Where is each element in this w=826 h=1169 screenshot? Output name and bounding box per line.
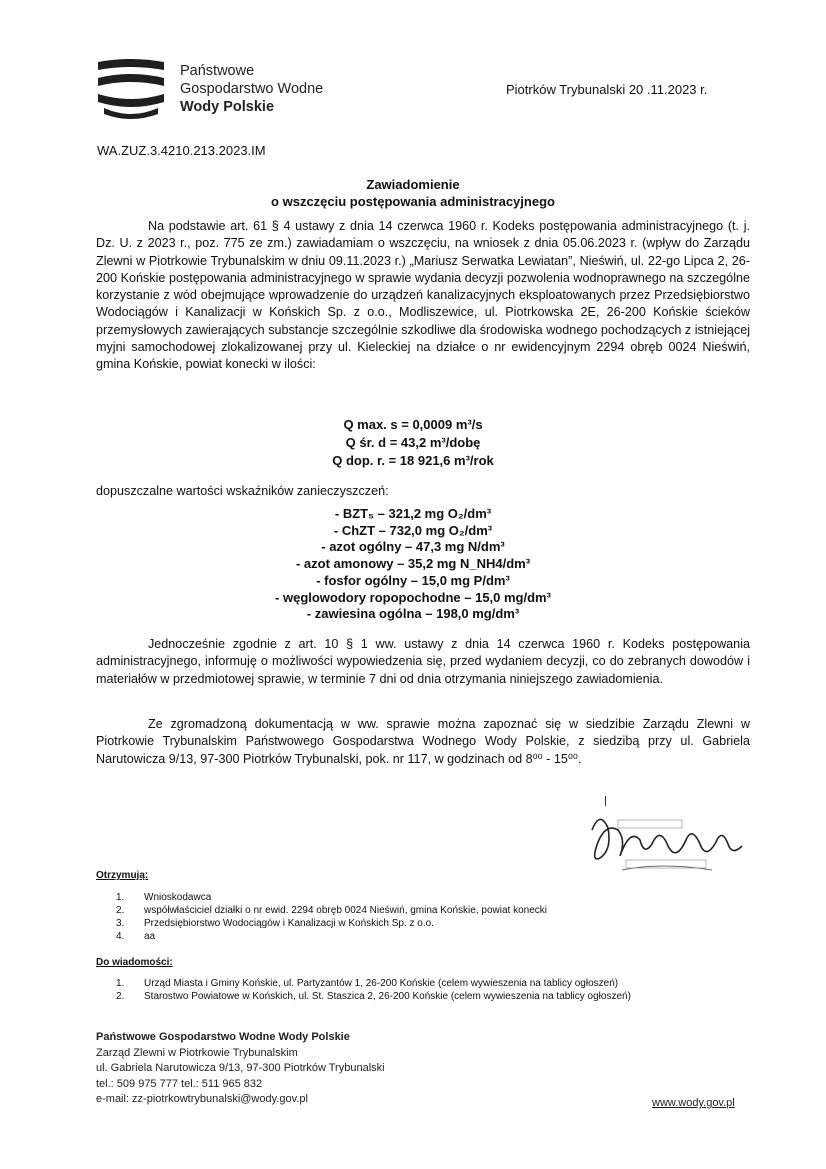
list-item: 2. Starostwo Powiatowe w Końskich, ul. St. Staszica 2, 26-200 Końskie (celem wywieszenia na tablicy ogłoszeń) [116,991,631,1002]
footer-contact [96,1030,385,1108]
paragraph-1-text: Na podstawie art. 61 § 4 ustawy z dnia 14 czerwca 1960 r. Kodeks postępowania administracyjnego (t. j. Dz. U. z 2023 r., poz. 775 ze zm.) zawiadamiam o wszczęciu, na wniosek z dnia 05.06.2023 r. (wpływ do Zarządu Zlewni w Piotrkowie Trybunalskim w dniu 09.11.2023 r.) „Mariusz Serwatka Lewiatan”, Nieświń, ul. 22-go Lipca 2, 26-200 Końskie postępowania administracyjnego w sprawie wydania decyzji pozwolenia wodnoprawnego na szczególne korzystanie z wód obejmujące wprowadzenie do urządzeń kanalizacyjnych eksploatowanych przez Przedsiębiorstwo Wodociągów i Kanalizacji w Końskich Sp. z o.o., Modliszewice, ul. Piotrkowska 2E, 26-200 Końskie ścieków przemysłowych zawierających substancje szczególnie szkodliwe dla środowiska wodnego pochodzących z istniejącej myjni samochodowej zlokalizowanej przy ul. Kieleckiej na działce o nr ewidencyjnym 2294 obręb 0024 Nieświń, gmina Końskie, powiat konecki w ilości: [96,219,750,372]
org-line-2: Gospodarstwo Wodne [180,81,324,97]
list-item: 2. współwłaściciel działki o nr ewid. 2294 obręb 0024 Nieświń, gmina Końskie, powiat konecki [116,905,547,916]
limits-lead: dopuszczalne wartości wskaźników zanieczyszczeń: [96,484,389,498]
organization-name [180,62,323,116]
website-link[interactable]: www.wody.gov.pl [652,1097,735,1109]
footer-org: Państwowe Gospodarstwo Wodne Wody Polskie [96,1031,350,1043]
case-reference: WA.ZUZ.3.4210.213.2023.IM [97,143,266,158]
recipients-heading: Otrzymują: [96,870,149,881]
org-line-3: Wody Polskie [180,99,275,115]
limit-phosphorus: - fosfor ogólny – 15,0 mg P/dm³ [316,572,510,588]
limit-ammonium-nitrogen: - azot amonowy – 35,2 mg N_NH4/dm³ [295,556,531,572]
paragraph-main [96,218,750,374]
flow-quantities [96,416,730,470]
footer-phones: tel.: 509 975 777 tel.: 511 965 832 [96,1077,263,1090]
title-line-1: Zawiadomienie [366,177,460,192]
limit-suspended-solids: - zawiesina ogólna – 198,0 mg/dm³ [306,606,520,622]
limit-chzt: - ChZT – 732,0 mg O₂/dm³ [333,522,493,538]
footer-unit: Zarząd Zlewni w Piotrkowie Trybunalskim [96,1046,298,1059]
limit-hydrocarbons: - węglowodory ropopochodne – 15,0 mg/dm³ [275,589,551,605]
paragraph-second [96,636,750,688]
formula-year: Q dop. r. = 18 921,6 m³/rok [332,453,494,468]
city-date: Piotrków Trybunalski 20 .11.2023 r. [506,82,708,97]
org-line-1: Państwowe [180,63,255,79]
formula-max: Q max. s = 0,0009 m³/s [343,417,483,432]
paragraph-3-text: Ze zgromadzoną dokumentacją w ww. sprawie można zapoznać się w siedzibie Zarządu Zlewni w Piotrkowie Trybunalskim Państwowego Gospodarstwa Wodnego Wody Polskie, z siedzibą przy ul. Gabriela Narutowicza 9/13, 97-300 Piotrków Trybunalski, pok. nr 117, w godzinach od 8⁰⁰ - 15⁰⁰. [96,717,750,766]
list-item: 1. Wnioskodawca [116,892,212,903]
document-title [96,176,730,210]
recipients-list [116,891,547,943]
paragraph-third [96,716,750,768]
list-item: 4. aa [116,931,156,942]
pollution-limits [96,506,730,623]
notice-heading: Do wiadomości: [96,957,173,968]
list-item: 1. Urząd Miasta i Gminy Końskie, ul. Partyzantów 1, 26-200 Końskie (celem wywieszenia na tablicy ogłoszeń) [116,978,619,989]
paragraph-2-text: Jednocześnie zgodnie z art. 10 § 1 ww. ustawy z dnia 14 czerwca 1960 r. Kodeks postępowania administracyjnego, informuję o możliwości wypowiedzenia się, przed wydaniem decyzji, co do zebranych dowodów i materiałów w przedmiotowej sprawie, w terminie 7 dni od dnia otrzymania niniejszego zawiadomienia. [96,637,750,686]
title-line-2: o wszczęciu postępowania administracyjnego [271,194,555,209]
limit-total-nitrogen: - azot ogólny – 47,3 mg N/dm³ [321,539,505,555]
formula-avg: Q śr. d = 43,2 m³/dobę [345,435,481,450]
handwritten-signature [582,800,752,880]
wody-polskie-logo [96,58,166,120]
footer-email: e-mail: zz-piotrkowtrybunalski@wody.gov.pl [96,1093,308,1105]
notice-list [116,977,631,1003]
limit-bzt5: - BZT₅ – 321,2 mg O₂/dm³ [334,506,492,521]
list-item: 3. Przedsiębiorstwo Wodociągów i Kanalizacji w Końskich Sp. z o.o. [116,918,434,929]
footer-address: ul. Gabriela Narutowicza 9/13, 97-300 Piotrków Trybunalski [96,1062,385,1074]
